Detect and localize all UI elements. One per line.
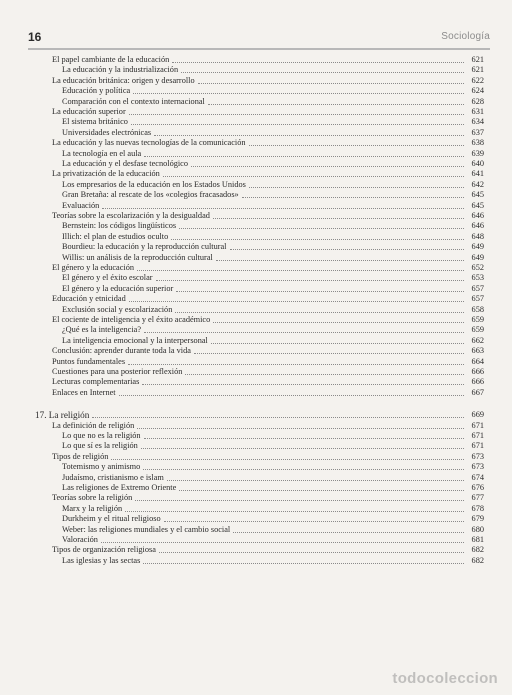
toc-entry-title: Durkheim y el ritual religioso xyxy=(62,514,161,524)
toc-dot-leader xyxy=(137,428,464,429)
toc-entry-row xyxy=(52,76,484,86)
toc-entry-title: La educación británica: origen y desarrollo xyxy=(52,75,195,85)
toc-page-number: 666 xyxy=(471,367,484,376)
toc-entry-row xyxy=(52,211,484,221)
toc-dot-leader xyxy=(144,332,464,333)
toc-page-number: 666 xyxy=(471,377,484,387)
toc-entry-title: Tipos de organización religiosa xyxy=(52,545,156,555)
toc-page-number: 645 xyxy=(471,200,484,210)
toc-entry-title: El género y la educación superior xyxy=(62,283,174,293)
toc-entry-row xyxy=(52,232,484,242)
toc-dot-leader xyxy=(154,135,464,136)
toc-dot-leader xyxy=(211,343,464,344)
toc-entry-title: El género y la educación xyxy=(52,263,135,272)
toc-entry-row xyxy=(52,253,484,263)
toc-entry-title: El género y el éxito escolar xyxy=(62,273,153,283)
toc-entry-row xyxy=(52,452,484,462)
toc-dot-leader xyxy=(125,511,464,512)
toc-entry-row xyxy=(52,346,484,356)
toc-entry-title: 17. La religión xyxy=(35,410,90,421)
toc-entry-title: La educación y la industrialización xyxy=(62,65,179,75)
toc-dot-leader xyxy=(213,322,464,323)
toc-entry-title: La educación superior xyxy=(52,107,126,116)
toc-entry-row xyxy=(52,514,484,524)
toc-page-number: 646 xyxy=(471,211,484,220)
toc-dot-leader xyxy=(179,228,464,229)
toc-entry-title: Judaísmo, cristianismo e islam xyxy=(62,472,164,482)
toc-page-number: 657 xyxy=(471,294,484,304)
toc-dot-leader xyxy=(167,480,464,481)
toc-entry-row xyxy=(52,377,484,387)
toc-entry-title: Evaluación xyxy=(62,200,100,210)
toc-entry-row xyxy=(52,305,484,315)
toc-dot-leader xyxy=(249,145,464,146)
toc-entry-title: Totemismo y animismo xyxy=(62,462,141,472)
toc-dot-leader xyxy=(156,280,464,281)
toc-page-number: 646 xyxy=(471,221,484,231)
toc-page-number: 648 xyxy=(471,231,484,241)
toc-entry-row xyxy=(52,221,484,231)
toc-dot-leader xyxy=(191,166,464,167)
toc-entry-title: El cociente de inteligencia y el éxito académico xyxy=(52,315,211,324)
toc-entry-title: Exclusión social y escolarización xyxy=(62,304,173,314)
toc-entry-row xyxy=(52,388,484,398)
toc-entry-title: La educación y el desfase tecnológico xyxy=(62,159,189,168)
toc-entry-title: Las religiones de Extremo Oriente xyxy=(62,483,177,492)
toc-dot-leader xyxy=(198,83,464,84)
toc-entry-row xyxy=(52,556,484,566)
toc-dot-leader xyxy=(143,563,464,564)
toc-dot-leader xyxy=(185,374,464,375)
toc-page-number: 682 xyxy=(471,545,484,555)
toc-dot-leader xyxy=(194,353,464,354)
toc-page-number: 628 xyxy=(471,96,484,106)
toc-page-number: 678 xyxy=(471,503,484,513)
toc-dot-leader xyxy=(233,532,464,533)
toc-entry-title: El papel cambiante de la educación xyxy=(52,55,170,64)
toc-entry-title: Educación y política xyxy=(62,86,131,96)
toc-page-number: 671 xyxy=(471,420,484,430)
toc-page-number: 642 xyxy=(471,179,484,189)
toc-entry-row xyxy=(52,86,484,96)
toc-page-number: 663 xyxy=(471,346,484,356)
toc-entry-row xyxy=(52,325,484,335)
toc-entry-row xyxy=(52,462,484,472)
toc-page-number: 659 xyxy=(471,315,484,324)
toc-entry-row xyxy=(52,117,484,127)
toc-page-number: 682 xyxy=(471,555,484,565)
toc-entry-title: Enlaces en Internet xyxy=(52,387,116,397)
toc-entry-row xyxy=(52,367,484,377)
toc-entry-title: Las iglesias y las sectas xyxy=(62,555,141,565)
toc-dot-leader xyxy=(175,312,464,313)
watermark-logo: todocoleccion xyxy=(392,670,498,687)
toc-dot-leader xyxy=(163,176,464,177)
toc-page-number: 681 xyxy=(471,535,484,544)
toc-page-number: 634 xyxy=(471,117,484,127)
toc-entry-row xyxy=(52,159,484,169)
toc-page-number: 671 xyxy=(471,441,484,451)
toc-entry-title: Puntos fundamentales xyxy=(52,356,126,366)
toc-entry-row xyxy=(52,138,484,148)
toc-entry-row xyxy=(52,190,484,200)
toc-dot-leader xyxy=(111,459,464,460)
toc-entry-title: Teorías sobre la religión xyxy=(52,493,133,503)
toc-dot-leader xyxy=(129,114,464,115)
toc-entry-title: Comparación con el contexto internacional xyxy=(62,96,205,106)
toc-entry-title: ¿Qué es la inteligencia? xyxy=(62,325,142,335)
toc-page-number: 653 xyxy=(471,273,484,283)
toc-entry-title: Cuestiones para una posterior reflexión xyxy=(52,367,183,376)
toc-entry-row xyxy=(52,315,484,325)
toc-dot-leader xyxy=(171,239,464,240)
toc-page-number: 658 xyxy=(471,304,484,314)
toc-page-number: 621 xyxy=(471,65,484,75)
toc-entry-row xyxy=(52,357,484,367)
toc-dot-leader xyxy=(179,490,464,491)
toc-entry-title: Tipos de religión xyxy=(52,451,109,461)
toc-dot-leader xyxy=(164,521,464,522)
toc-page-number: 659 xyxy=(471,325,484,335)
toc-entry-title: Illich: el plan de estudios oculto xyxy=(62,231,169,241)
toc-page-number: 677 xyxy=(471,493,484,503)
page-header xyxy=(28,30,490,46)
toc-dot-leader xyxy=(141,448,464,449)
toc-dot-leader xyxy=(144,438,464,439)
toc-page-number: 645 xyxy=(471,190,484,200)
toc-dot-leader xyxy=(137,270,464,271)
toc-entry-title: La inteligencia emocional y la interpersonal xyxy=(62,335,208,345)
toc-entry-row xyxy=(52,545,484,555)
toc-dot-leader xyxy=(230,249,464,250)
toc-chapter-row xyxy=(35,410,484,421)
toc-entry-row xyxy=(52,294,484,304)
toc-page-number: 652 xyxy=(471,263,484,272)
toc-page-number: 638 xyxy=(471,138,484,148)
toc-page-number: 641 xyxy=(471,169,484,179)
toc-page-number: 624 xyxy=(471,86,484,96)
toc-entry-row xyxy=(52,169,484,179)
toc-entry-title: Educación y etnicidad xyxy=(52,294,126,304)
toc-dot-leader xyxy=(101,542,464,543)
toc-entry-row xyxy=(52,441,484,451)
toc-entry-title: La definición de religión xyxy=(52,420,135,430)
toc-entry-title: Universidades electrónicas xyxy=(62,127,152,137)
toc-page-number: 671 xyxy=(471,431,484,440)
toc-dot-leader xyxy=(128,364,464,365)
toc-entry-title: Gran Bretaña: al rescate de los «colegios fracasados» xyxy=(62,190,239,200)
toc-entry-title: Weber: las religiones mundiales y el cambio social xyxy=(62,524,231,534)
toc-entry-row xyxy=(52,336,484,346)
toc-page-number: 662 xyxy=(471,335,484,345)
toc-dot-leader xyxy=(131,124,464,125)
toc-page-number: 673 xyxy=(471,451,484,461)
toc-entry-title: Teorías sobre la escolarización y la desigualdad xyxy=(52,211,210,220)
toc-page-number: 621 xyxy=(471,55,484,64)
toc-entry-row xyxy=(52,201,484,211)
toc-dot-leader xyxy=(216,260,464,261)
toc-entry-row xyxy=(52,263,484,273)
toc-page-number: 639 xyxy=(471,148,484,158)
toc-entry-title: La privatización de la educación xyxy=(52,169,160,179)
toc-page-number: 631 xyxy=(471,107,484,116)
toc-dot-leader xyxy=(172,62,464,63)
toc-entry-row xyxy=(52,242,484,252)
toc-page-number: 649 xyxy=(471,242,484,252)
toc-dot-leader xyxy=(143,469,464,470)
toc-page-number: 622 xyxy=(471,75,484,85)
toc-entry-row xyxy=(52,493,484,503)
toc-page-number: 667 xyxy=(471,387,484,397)
toc-page-number: 669 xyxy=(471,410,484,420)
toc-entry-title: Conclusión: aprender durante toda la vida xyxy=(52,346,191,356)
toc-dot-leader xyxy=(181,72,464,73)
toc-entry-row xyxy=(52,535,484,545)
toc-dot-leader xyxy=(213,218,464,219)
toc-dot-leader xyxy=(144,156,464,157)
toc-dot-leader xyxy=(133,93,464,94)
toc-entry-row xyxy=(52,421,484,431)
toc-entry-row xyxy=(52,149,484,159)
toc-entry-row xyxy=(52,55,484,65)
toc-entry-row xyxy=(52,97,484,107)
toc-entry-title: Lo que sí es la religión xyxy=(62,441,138,451)
toc-page-number: 649 xyxy=(471,252,484,262)
running-head: Sociología xyxy=(441,31,490,42)
toc-page-number: 664 xyxy=(471,356,484,366)
toc-dot-leader xyxy=(176,291,464,292)
toc-page-number: 680 xyxy=(471,524,484,534)
toc-entry-title: La educación y las nuevas tecnologías de la comunicación xyxy=(52,138,246,148)
toc-entry-title: Marx y la religión xyxy=(62,503,123,513)
toc-dot-leader xyxy=(249,187,464,188)
toc-page-number: 674 xyxy=(471,472,484,482)
toc-entry-title: Los empresarios de la educación en los Estados Unidos xyxy=(62,179,246,189)
toc-dot-leader xyxy=(159,552,464,553)
toc-entry-row xyxy=(52,525,484,535)
toc-entry-title: El sistema británico xyxy=(62,117,128,127)
toc-dot-leader xyxy=(135,500,464,501)
toc-dot-leader xyxy=(208,104,464,105)
toc-entry-row xyxy=(52,180,484,190)
toc-entry-row xyxy=(52,128,484,138)
toc-entry-row xyxy=(52,504,484,514)
toc-dot-leader xyxy=(102,208,464,209)
toc-entry-row xyxy=(52,284,484,294)
toc-dot-leader xyxy=(92,417,464,418)
toc-page-number: 640 xyxy=(471,159,484,168)
toc-dot-leader xyxy=(242,197,464,198)
toc-entry-title: Lo que no es la religión xyxy=(62,431,141,440)
toc-page-number: 673 xyxy=(471,462,484,472)
toc-entry-title: Bourdieu: la educación y la reproducción cultural xyxy=(62,242,227,252)
toc-entry-row xyxy=(52,431,484,441)
toc-entry-title: Valoración xyxy=(62,535,98,544)
toc-entry-title: Willis: un análisis de la reproducción cultural xyxy=(62,252,213,262)
toc-entry-row xyxy=(52,273,484,283)
toc-page-number: 657 xyxy=(471,283,484,293)
page-number: 16 xyxy=(28,30,42,44)
toc-dot-leader xyxy=(142,384,464,385)
toc-dot-leader xyxy=(129,301,464,302)
toc-dot-leader xyxy=(119,395,464,396)
toc-entry-row xyxy=(52,107,484,117)
toc-entry-row xyxy=(52,65,484,75)
toc-entry-title: Lecturas complementarias xyxy=(52,377,140,387)
toc-page-number: 676 xyxy=(471,483,484,492)
toc-entry-row xyxy=(52,473,484,483)
toc-page-number: 679 xyxy=(471,514,484,524)
toc-page-number: 637 xyxy=(471,127,484,137)
toc-entry-title: Bernstein: los códigos lingüísticos xyxy=(62,221,177,231)
header-rule xyxy=(28,48,490,50)
toc-entry-row xyxy=(52,483,484,493)
toc-entry-title: La tecnología en el aula xyxy=(62,148,142,158)
